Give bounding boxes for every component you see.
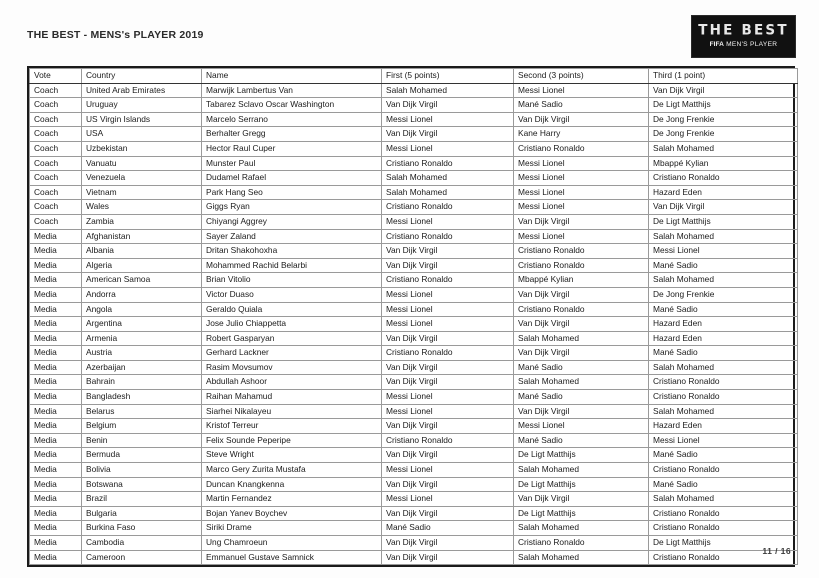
table-row: [30, 127, 798, 142]
cell-name: Rasim Movsumov: [202, 360, 382, 375]
cell-first: Van Dijk Virgil: [382, 477, 514, 492]
cell-third: Mané Sadio: [649, 477, 798, 492]
cell-country: Bolivia: [82, 463, 202, 478]
cell-vote: Coach: [30, 214, 82, 229]
cell-country: Wales: [82, 200, 202, 215]
cell-second: Van Dijk Virgil: [514, 404, 649, 419]
column-header-second: Second (3 points): [514, 69, 649, 84]
cell-first: Van Dijk Virgil: [382, 127, 514, 142]
cell-name: Robert Gasparyan: [202, 331, 382, 346]
cell-country: US Virgin Islands: [82, 112, 202, 127]
cell-second: Mané Sadio: [514, 98, 649, 113]
cell-country: United Arab Emirates: [82, 83, 202, 98]
cell-first: Salah Mohamed: [382, 171, 514, 186]
table-row: [30, 98, 798, 113]
cell-second: De Ligt Matthijs: [514, 477, 649, 492]
cell-country: Andorra: [82, 287, 202, 302]
cell-first: Cristiano Ronaldo: [382, 200, 514, 215]
cell-first: Cristiano Ronaldo: [382, 433, 514, 448]
cell-name: Marco Gery Zurita Mustafa: [202, 463, 382, 478]
cell-country: USA: [82, 127, 202, 142]
cell-second: Salah Mohamed: [514, 331, 649, 346]
cell-third: De Ligt Matthijs: [649, 536, 798, 551]
cell-country: Vietnam: [82, 185, 202, 200]
table-row: [30, 448, 798, 463]
cell-name: Jose Julio Chiappetta: [202, 317, 382, 332]
cell-first: Van Dijk Virgil: [382, 244, 514, 259]
cell-name: Sayer Zaland: [202, 229, 382, 244]
cell-third: Hazard Eden: [649, 317, 798, 332]
cell-name: Bojan Yanev Boychev: [202, 506, 382, 521]
table-row: [30, 83, 798, 98]
table-row: [30, 433, 798, 448]
cell-second: Cristiano Ronaldo: [514, 302, 649, 317]
cell-first: Messi Lionel: [382, 287, 514, 302]
cell-vote: Coach: [30, 156, 82, 171]
cell-name: Hector Raul Cuper: [202, 141, 382, 156]
cell-second: Cristiano Ronaldo: [514, 536, 649, 551]
table-row: [30, 404, 798, 419]
table-row: [30, 185, 798, 200]
table-header: [30, 69, 798, 84]
cell-first: Messi Lionel: [382, 317, 514, 332]
cell-vote: Media: [30, 419, 82, 434]
cell-vote: Coach: [30, 185, 82, 200]
cell-country: Austria: [82, 346, 202, 361]
cell-name: Siarhei Nikalayeu: [202, 404, 382, 419]
cell-vote: Media: [30, 317, 82, 332]
table-row: [30, 112, 798, 127]
cell-name: Martin Fernandez: [202, 492, 382, 507]
cell-third: Cristiano Ronaldo: [649, 171, 798, 186]
cell-vote: Media: [30, 302, 82, 317]
cell-third: Cristiano Ronaldo: [649, 550, 798, 565]
table-row: [30, 477, 798, 492]
cell-third: Van Dijk Virgil: [649, 83, 798, 98]
table-row: [30, 317, 798, 332]
cell-vote: Coach: [30, 98, 82, 113]
cell-first: Messi Lionel: [382, 404, 514, 419]
cell-country: Uzbekistan: [82, 141, 202, 156]
cell-name: Duncan Knangkenna: [202, 477, 382, 492]
cell-third: Salah Mohamed: [649, 360, 798, 375]
cell-vote: Coach: [30, 171, 82, 186]
cell-third: Cristiano Ronaldo: [649, 390, 798, 405]
logo-mens-player-word: MEN'S PLAYER: [723, 40, 778, 48]
cell-third: Cristiano Ronaldo: [649, 375, 798, 390]
table-row: [30, 375, 798, 390]
table-row: [30, 331, 798, 346]
table-row: [30, 536, 798, 551]
cell-first: Messi Lionel: [382, 390, 514, 405]
cell-vote: Media: [30, 536, 82, 551]
cell-first: Messi Lionel: [382, 302, 514, 317]
cell-second: Van Dijk Virgil: [514, 287, 649, 302]
table-row: [30, 214, 798, 229]
votes-table-container: [27, 66, 795, 567]
cell-name: Raihan Mahamud: [202, 390, 382, 405]
cell-vote: Coach: [30, 141, 82, 156]
cell-third: De Jong Frenkie: [649, 112, 798, 127]
cell-name: Geraldo Quiala: [202, 302, 382, 317]
cell-third: De Ligt Matthijs: [649, 98, 798, 113]
cell-first: Van Dijk Virgil: [382, 419, 514, 434]
cell-name: Abdullah Ashoor: [202, 375, 382, 390]
table-row: [30, 229, 798, 244]
cell-vote: Coach: [30, 112, 82, 127]
cell-first: Van Dijk Virgil: [382, 331, 514, 346]
table-row: [30, 244, 798, 259]
cell-country: Bulgaria: [82, 506, 202, 521]
cell-second: De Ligt Matthijs: [514, 506, 649, 521]
cell-country: Angola: [82, 302, 202, 317]
page-title: THE BEST - MENS's PLAYER 2019: [27, 29, 204, 41]
cell-first: Van Dijk Virgil: [382, 360, 514, 375]
cell-vote: Media: [30, 360, 82, 375]
column-header-country: Country: [82, 69, 202, 84]
cell-second: Salah Mohamed: [514, 521, 649, 536]
cell-first: Van Dijk Virgil: [382, 98, 514, 113]
cell-first: Van Dijk Virgil: [382, 550, 514, 565]
cell-third: Salah Mohamed: [649, 229, 798, 244]
cell-name: Ung Chamroeun: [202, 536, 382, 551]
cell-vote: Media: [30, 463, 82, 478]
cell-name: Tabarez Sclavo Oscar Washington: [202, 98, 382, 113]
cell-first: Cristiano Ronaldo: [382, 156, 514, 171]
cell-third: Messi Lionel: [649, 433, 798, 448]
cell-first: Messi Lionel: [382, 214, 514, 229]
cell-vote: Media: [30, 477, 82, 492]
cell-second: Kane Harry: [514, 127, 649, 142]
cell-vote: Media: [30, 331, 82, 346]
table-row: [30, 258, 798, 273]
cell-second: Salah Mohamed: [514, 463, 649, 478]
cell-third: Mbappé Kylian: [649, 156, 798, 171]
cell-country: American Samoa: [82, 273, 202, 288]
cell-third: Hazard Eden: [649, 331, 798, 346]
cell-country: Bermuda: [82, 448, 202, 463]
cell-third: Salah Mohamed: [649, 141, 798, 156]
cell-country: Argentina: [82, 317, 202, 332]
cell-country: Belgium: [82, 419, 202, 434]
cell-third: Mané Sadio: [649, 258, 798, 273]
table-row: [30, 506, 798, 521]
cell-country: Zambia: [82, 214, 202, 229]
table-row: [30, 302, 798, 317]
cell-country: Bahrain: [82, 375, 202, 390]
cell-second: Van Dijk Virgil: [514, 317, 649, 332]
cell-second: Van Dijk Virgil: [514, 112, 649, 127]
cell-second: Mané Sadio: [514, 390, 649, 405]
cell-third: Hazard Eden: [649, 419, 798, 434]
column-header-name: Name: [202, 69, 382, 84]
cell-first: Van Dijk Virgil: [382, 375, 514, 390]
cell-country: Bangladesh: [82, 390, 202, 405]
cell-third: Mané Sadio: [649, 302, 798, 317]
cell-vote: Media: [30, 287, 82, 302]
cell-name: Munster Paul: [202, 156, 382, 171]
logo-fifa-word: FIFA: [709, 40, 724, 48]
cell-second: Messi Lionel: [514, 156, 649, 171]
cell-vote: Media: [30, 375, 82, 390]
cell-second: Messi Lionel: [514, 200, 649, 215]
table-row: [30, 287, 798, 302]
cell-first: Messi Lionel: [382, 463, 514, 478]
cell-third: Mané Sadio: [649, 448, 798, 463]
cell-vote: Media: [30, 346, 82, 361]
cell-vote: Media: [30, 521, 82, 536]
cell-name: Marwijk Lambertus Van: [202, 83, 382, 98]
page-number: 11 / 16: [762, 546, 791, 556]
column-header-vote: Vote: [30, 69, 82, 84]
cell-name: Marcelo Serrano: [202, 112, 382, 127]
cell-second: Salah Mohamed: [514, 375, 649, 390]
cell-first: Messi Lionel: [382, 112, 514, 127]
cell-second: Mané Sadio: [514, 433, 649, 448]
cell-country: Vanuatu: [82, 156, 202, 171]
column-header-third: Third (1 point): [649, 69, 798, 84]
cell-second: Salah Mohamed: [514, 550, 649, 565]
cell-second: De Ligt Matthijs: [514, 448, 649, 463]
cell-third: Messi Lionel: [649, 244, 798, 259]
cell-third: Salah Mohamed: [649, 492, 798, 507]
cell-first: Salah Mohamed: [382, 185, 514, 200]
cell-vote: Coach: [30, 127, 82, 142]
cell-first: Van Dijk Virgil: [382, 448, 514, 463]
cell-first: Van Dijk Virgil: [382, 536, 514, 551]
column-header-first: First (5 points): [382, 69, 514, 84]
cell-second: Cristiano Ronaldo: [514, 258, 649, 273]
cell-first: Messi Lionel: [382, 492, 514, 507]
cell-vote: Media: [30, 492, 82, 507]
cell-name: Dudamel Rafael: [202, 171, 382, 186]
cell-second: Cristiano Ronaldo: [514, 244, 649, 259]
cell-country: Benin: [82, 433, 202, 448]
cell-vote: Coach: [30, 83, 82, 98]
table-row: [30, 492, 798, 507]
cell-country: Albania: [82, 244, 202, 259]
cell-name: Kristof Terreur: [202, 419, 382, 434]
table-row: [30, 141, 798, 156]
cell-third: De Ligt Matthijs: [649, 214, 798, 229]
logo-the-best-text: THE BEST: [698, 21, 789, 40]
cell-first: Salah Mohamed: [382, 83, 514, 98]
cell-vote: Media: [30, 506, 82, 521]
cell-country: Cambodia: [82, 536, 202, 551]
cell-vote: Media: [30, 244, 82, 259]
cell-first: Van Dijk Virgil: [382, 258, 514, 273]
table-row: [30, 171, 798, 186]
cell-country: Algeria: [82, 258, 202, 273]
table-row: [30, 156, 798, 171]
cell-country: Burkina Faso: [82, 521, 202, 536]
cell-country: Botswana: [82, 477, 202, 492]
cell-name: Mohammed Rachid Belarbi: [202, 258, 382, 273]
cell-country: Azerbaijan: [82, 360, 202, 375]
cell-third: Cristiano Ronaldo: [649, 506, 798, 521]
table-row: [30, 463, 798, 478]
cell-third: Hazard Eden: [649, 185, 798, 200]
cell-third: Cristiano Ronaldo: [649, 463, 798, 478]
table-row: [30, 200, 798, 215]
table-row: [30, 550, 798, 565]
cell-first: Cristiano Ronaldo: [382, 273, 514, 288]
cell-country: Venezuela: [82, 171, 202, 186]
cell-second: Cristiano Ronaldo: [514, 141, 649, 156]
cell-second: Messi Lionel: [514, 229, 649, 244]
cell-country: Cameroon: [82, 550, 202, 565]
logo-subtitle: [710, 42, 778, 49]
cell-vote: Media: [30, 273, 82, 288]
cell-third: Salah Mohamed: [649, 273, 798, 288]
cell-second: Mbappé Kylian: [514, 273, 649, 288]
cell-third: De Jong Frenkie: [649, 287, 798, 302]
cell-country: Belarus: [82, 404, 202, 419]
cell-second: Messi Lionel: [514, 185, 649, 200]
cell-vote: Media: [30, 229, 82, 244]
table-row: [30, 521, 798, 536]
cell-name: Giggs Ryan: [202, 200, 382, 215]
cell-third: De Jong Frenkie: [649, 127, 798, 142]
table-row: [30, 346, 798, 361]
cell-vote: Coach: [30, 200, 82, 215]
cell-country: Afghanistan: [82, 229, 202, 244]
cell-name: Berhalter Gregg: [202, 127, 382, 142]
document-header: [0, 0, 819, 62]
cell-vote: Media: [30, 550, 82, 565]
table-row: [30, 419, 798, 434]
cell-name: Dritan Shakohoxha: [202, 244, 382, 259]
cell-country: Armenia: [82, 331, 202, 346]
cell-name: Victor Duaso: [202, 287, 382, 302]
cell-second: Messi Lionel: [514, 419, 649, 434]
cell-vote: Media: [30, 433, 82, 448]
cell-third: Salah Mohamed: [649, 404, 798, 419]
cell-name: Gerhard Lackner: [202, 346, 382, 361]
cell-country: Uruguay: [82, 98, 202, 113]
cell-first: Messi Lionel: [382, 141, 514, 156]
cell-first: Van Dijk Virgil: [382, 506, 514, 521]
cell-name: Emmanuel Gustave Samnick: [202, 550, 382, 565]
table-row: [30, 273, 798, 288]
fifa-the-best-logo: [691, 15, 796, 58]
cell-first: Cristiano Ronaldo: [382, 229, 514, 244]
cell-name: Brian Vitolio: [202, 273, 382, 288]
cell-second: Van Dijk Virgil: [514, 492, 649, 507]
cell-third: Mané Sadio: [649, 346, 798, 361]
cell-name: Chiyangi Aggrey: [202, 214, 382, 229]
table-row: [30, 390, 798, 405]
cell-third: Van Dijk Virgil: [649, 200, 798, 215]
cell-second: Van Dijk Virgil: [514, 214, 649, 229]
cell-vote: Media: [30, 448, 82, 463]
cell-first: Cristiano Ronaldo: [382, 346, 514, 361]
cell-country: Brazil: [82, 492, 202, 507]
cell-name: Felix Sounde Peperipe: [202, 433, 382, 448]
cell-name: Siriki Drame: [202, 521, 382, 536]
cell-first: Mané Sadio: [382, 521, 514, 536]
table-header-row: [30, 69, 798, 84]
cell-second: Mané Sadio: [514, 360, 649, 375]
votes-table: [29, 68, 798, 565]
cell-vote: Media: [30, 258, 82, 273]
cell-third: Cristiano Ronaldo: [649, 521, 798, 536]
table-body: [30, 83, 798, 565]
cell-vote: Media: [30, 404, 82, 419]
table-row: [30, 360, 798, 375]
cell-name: Steve Wright: [202, 448, 382, 463]
cell-name: Park Hang Seo: [202, 185, 382, 200]
cell-second: Van Dijk Virgil: [514, 346, 649, 361]
cell-second: Messi Lionel: [514, 83, 649, 98]
cell-vote: Media: [30, 390, 82, 405]
cell-second: Messi Lionel: [514, 171, 649, 186]
